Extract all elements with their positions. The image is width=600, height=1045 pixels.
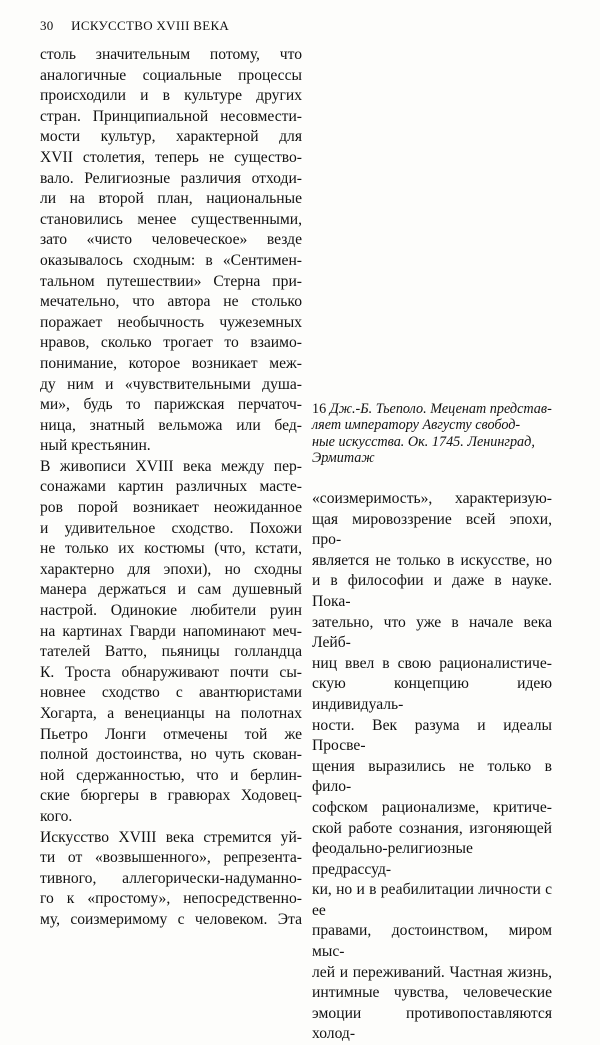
text-line: вало. Религиозные различия отходи- bbox=[40, 169, 302, 187]
page-header bbox=[40, 18, 560, 34]
text-line: феодально-религиозные предрассуд- bbox=[312, 840, 473, 878]
text-line: и в философии и даже в науке. Пока- bbox=[312, 572, 552, 610]
text-line: ские бюргеры в гравюрах Ходовец- bbox=[40, 787, 302, 805]
text-line: ти от «возвышенного», репрезента- bbox=[40, 849, 302, 867]
text-line: сонажами картин различных масте- bbox=[40, 478, 302, 496]
text-line: Хогарта, а венецианцы на полотнах bbox=[40, 705, 302, 722]
text-line: новнее сходство с авантюристами bbox=[40, 684, 302, 702]
text-line: ница, знатный вельможа или бед- bbox=[40, 416, 302, 434]
caption-line: Эрмитаж bbox=[312, 450, 375, 467]
text-line: ной сдержанностью, что и берлин- bbox=[40, 766, 302, 784]
text-line: софском рационализме, критиче- bbox=[312, 798, 552, 816]
text-line: поражает необычность чужеземных bbox=[40, 313, 302, 331]
text-line: го к «простому», непосредственно- bbox=[40, 890, 302, 908]
text-line: столь значительным потому, что bbox=[40, 46, 302, 63]
text-line: понимание, которое возникает меж- bbox=[40, 354, 302, 372]
right-text-column bbox=[312, 489, 552, 1045]
text-line: ской работе сознания, изгоняющей bbox=[312, 819, 552, 837]
text-line: Пьетро Лонги отмечены той же bbox=[40, 725, 302, 743]
text-line: является не только в искусстве, но bbox=[312, 551, 552, 569]
text-line: настрой. Одинокие любители руин bbox=[40, 602, 302, 620]
text-line: ми», будь то парижская перчаточ- bbox=[40, 396, 302, 414]
text-line: тальном путешествии» Стерна при- bbox=[40, 272, 302, 290]
text-line: ров порой возникает неожиданное bbox=[40, 499, 302, 517]
text-line: ли на второй план, национальные bbox=[40, 190, 302, 208]
text-line: на картинах Гварди напоминают меч- bbox=[40, 622, 302, 640]
left-text-column bbox=[40, 45, 302, 931]
text-line: К. Троста обнаруживают почти сы- bbox=[40, 663, 302, 681]
text-line: аналогичные социальные процессы bbox=[40, 66, 302, 84]
text-line: стран. Принципиальной несовмести- bbox=[40, 107, 302, 125]
text-line: становились менее существенными, bbox=[40, 210, 302, 228]
page-number: 30 bbox=[40, 18, 54, 33]
text-line: тивного, аллегорически-надуманно- bbox=[40, 869, 302, 887]
caption-line: ляет императору Августу свобод- bbox=[312, 417, 521, 434]
text-line: оказывалось сходным: в «Сентимен- bbox=[40, 251, 302, 269]
text-line: Искусство XVIII века стремится уй- bbox=[40, 828, 302, 846]
text-line: зательно, что уже в начале века Лейб- bbox=[312, 613, 552, 652]
text-line: зато «чисто человеческое» везде bbox=[40, 231, 302, 249]
text-line: В живописи XVIII века между пер- bbox=[40, 457, 302, 475]
text-line: ности. Век разума и идеалы Просве- bbox=[312, 716, 552, 755]
text-line: интимные чувства, человеческие bbox=[312, 984, 552, 1002]
text-line: ный крестьянин. bbox=[40, 437, 151, 455]
text-line: и удивительное сходство. Похожи bbox=[40, 519, 302, 537]
figure-caption bbox=[312, 401, 560, 467]
text-line: не только их костюмы (что, кстати, bbox=[40, 540, 302, 558]
figure-number: 16 bbox=[312, 401, 327, 417]
text-line: полной достоинства, но чуть скован- bbox=[40, 746, 302, 764]
text-line: мости культур, характерной для bbox=[40, 128, 302, 146]
caption-line: Дж.-Б. Тьеполо. Меценат представ- bbox=[329, 401, 552, 417]
text-line: происходили и в культуре других bbox=[40, 87, 302, 105]
text-line: лей и переживаний. Частная жизнь, bbox=[312, 963, 552, 981]
text-line: правами, достоинством, миром мыс- bbox=[312, 922, 552, 961]
text-line: ниц ввел в свою рационалистиче- bbox=[312, 654, 552, 672]
text-line: кого. bbox=[40, 807, 73, 825]
text-line: характерно для эпохи), но сходны bbox=[40, 560, 302, 578]
text-line: ду ним и «чувствительными душа- bbox=[40, 375, 302, 393]
text-line: «соизмеримость», характеризую- bbox=[312, 490, 552, 507]
text-line: тателей Ватто, пьяницы голландца bbox=[40, 643, 302, 661]
running-title: ИСКУССТВО XVIII ВЕКА bbox=[71, 18, 230, 33]
text-line: щения выразились не только в фило- bbox=[312, 757, 552, 796]
caption-line: ные искусства. Ок. 1745. Ленинград, bbox=[312, 433, 535, 450]
caption-text bbox=[312, 401, 560, 467]
text-line: му, соизмеримому с человеком. Эта bbox=[40, 910, 302, 928]
text-line: нравов, сколько трогает то взаимо- bbox=[40, 334, 302, 352]
text-line: мечательно, что автора не столько bbox=[40, 293, 302, 311]
text-line: щая мировоззрение всей эпохи, про- bbox=[312, 510, 552, 549]
text-line: ки, но и в реабилитации личности с ее bbox=[312, 881, 552, 919]
text-line: эмоции противопоставляются холод- bbox=[312, 1004, 552, 1043]
text-line: XVII столетия, теперь не существо- bbox=[40, 148, 302, 166]
text-line: манера держаться и сам душевный bbox=[40, 581, 302, 599]
text-line: скую концепцию идею индивидуаль- bbox=[312, 675, 552, 713]
